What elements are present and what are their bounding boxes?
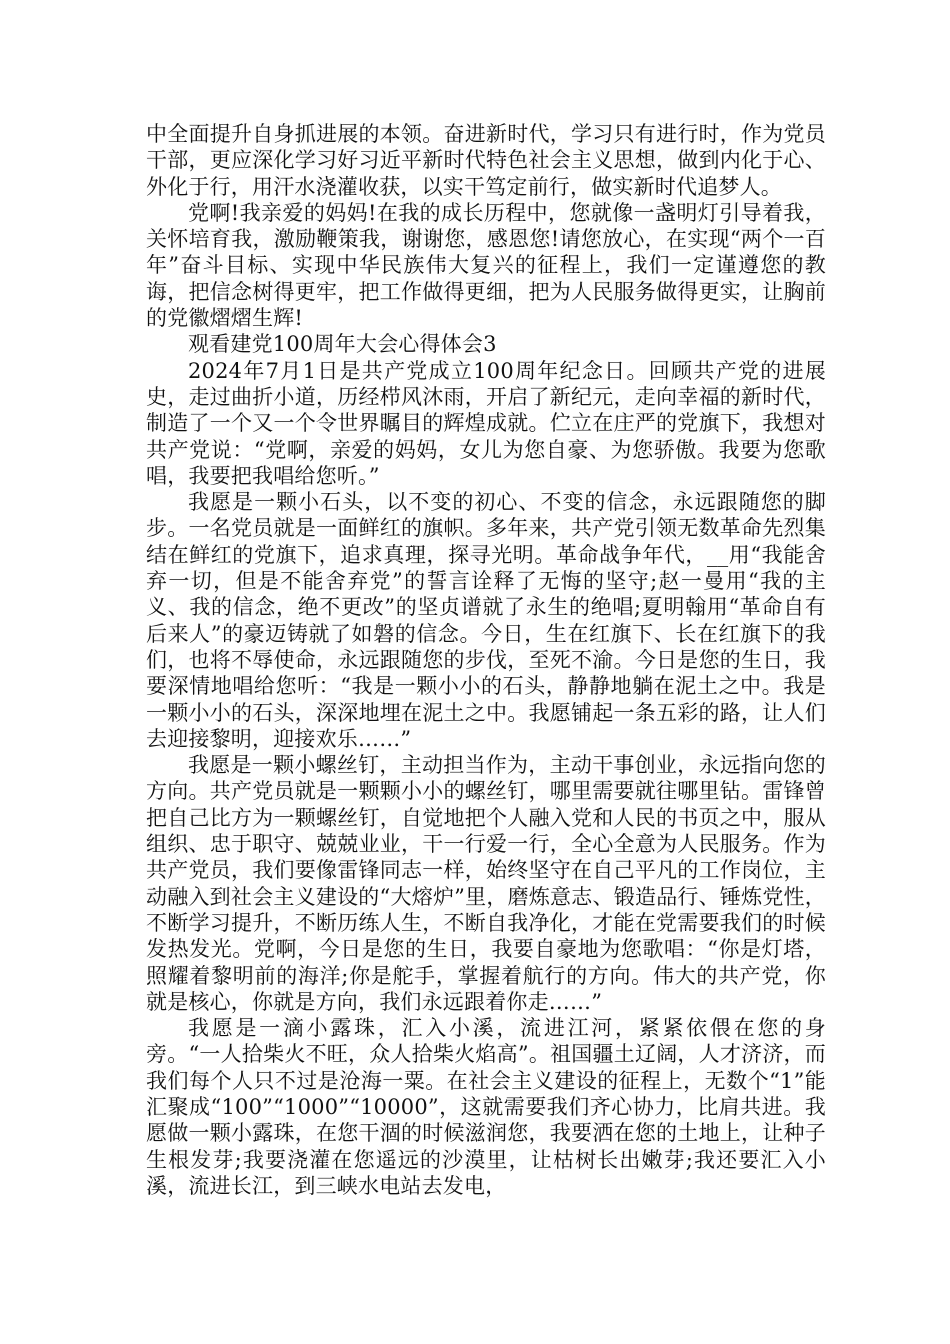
paragraph-4: 我愿是一颗小石头，以不变的初心、不变的信念，永远跟随您的脚步。一名党员就是一面鲜红的旗帜。多年来，共产党引领无数革命先烈集结在鲜红的党旗下，追求真理，探寻光明。革命战争年代，__用“我能舍弃一切，但是不能舍弃党”的誓言诠释了无悔的坚守;赵一曼用“我的主义、我的信念，绝不更改”的坚贞谱就了永生的绝唱;夏明翰用“革命自有后来人”的豪迈铸就了如磐的信念。今日，生在红旗下、长在红旗下的我们，也将不辱使命，永远跟随您的步伐，至死不渝。今日是您的生日，我要深情地唱给您听：“我是一颗小小的石头，静静地躺在泥土之中。我是一颗小小的石头，深深地埋在泥土之中。我愿铺起一条五彩的路，让人们去迎接黎明，迎接欢乐……” (146, 490, 826, 751)
paragraph-1: 中全面提升自身抓进展的本领。奋进新时代，学习只有进行时，作为党员干部，更应深化学习好习近平新时代特色社会主义思想，做到内化于心、外化于行，用汗水浇灌收获，以实干笃定前行，做实新时代追梦人。 (146, 122, 826, 199)
paragraph-2: 党啊!我亲爱的妈妈!在我的成长历程中，您就像一盏明灯引导着我，关怀培育我，激励鞭策我，谢谢您，感恩您!请您放心，在实现“两个一百年”奋斗目标、实现中华民族伟大复兴的征程上，我们一定谨遵您的教诲，把信念树得更牢，把工作做得更细，把为人民服务做得更实，让胸前的党徽熠熠生辉! (146, 200, 826, 331)
document-page (146, 121, 826, 1199)
section-heading: 观看建党100周年大会心得体会3 (188, 332, 497, 357)
paragraph-6: 我愿是一滴小露珠，汇入小溪，流进江河，紧紧依偎在您的身旁。“一人拾柴火不旺，众人拾柴火焰高”。祖国疆土辽阔，人才济济，而我们每个人只不过是沧海一粟。在社会主义建设的征程上，无数个“1”能汇聚成“100”“1000”“10000”，这就需要我们齐心协力，比肩共进。我愿做一颗小露珠，在您干涸的时候滋润您，我要洒在您的土地上，让种子生根发芽;我要浇灌在您遥远的沙漠里，让枯树长出嫩芽;我还要汇入小溪，流进长江，到三峡水电站去发电， (146, 1016, 826, 1198)
paragraph-5: 我愿是一颗小螺丝钉，主动担当作为，主动干事创业，永远指向您的方向。共产党员就是一颗颗小小的螺丝钉，哪里需要就往哪里钻。雷锋曾把自己比方为一颗螺丝钉，自觉地把个人融入党和人民的书页之中，服从组织、忠于职守、兢兢业业，干一行爱一行，全心全意为人民服务。作为共产党员，我们要像雷锋同志一样，始终坚守在自己平凡的工作岗位，主动融入到社会主义建设的“大熔炉”里，磨炼意志、锻造品行、锤炼党性，不断学习提升，不断历练人生，不断自我净化，才能在党需要我们的时候发热发光。党啊，今日是您的生日，我要自豪地为您歌唱：“你是灯塔，照耀着黎明前的海洋;你是舵手，掌握着航行的方向。伟大的共产党，你就是核心，你就是方向，我们永远跟着你走……” (146, 753, 826, 1014)
paragraph-3: 2024年7月1日是共产党成立100周年纪念日。回顾共产党的进展史，走过曲折小道，历经栉风沐雨，开启了新纪元，走向幸福的新时代，制造了一个又一个令世界瞩目的辉煌成就。伫立在庄严的党旗下，我想对共产党说：“党啊，亲爱的妈妈，女儿为您自豪、为您骄傲。我要为您歌唱，我要把我唱给您听。” (146, 358, 826, 488)
